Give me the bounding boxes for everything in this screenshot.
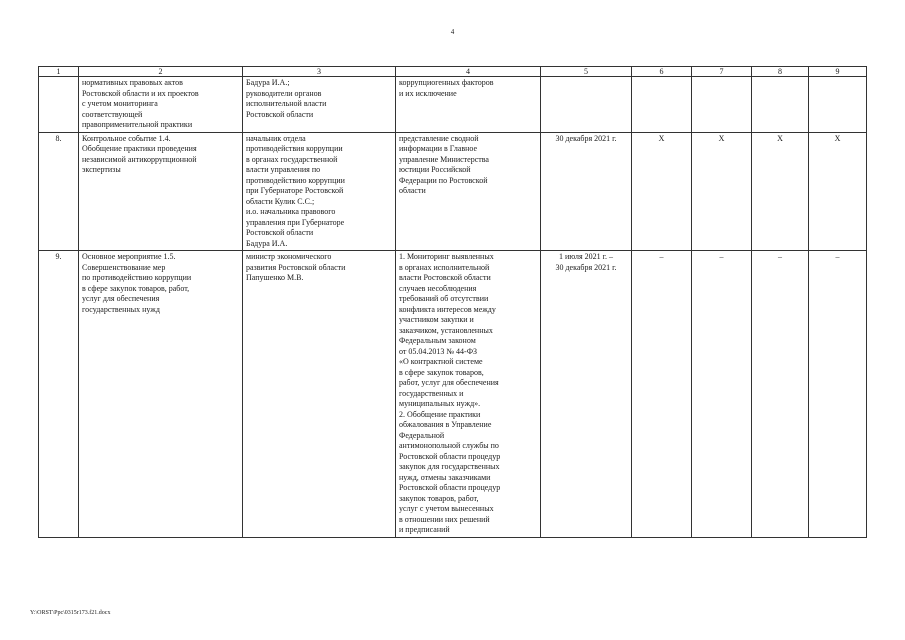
- header-cell: 9: [809, 67, 867, 77]
- table-row: [39, 77, 867, 133]
- cell-line: области Кулик С.С.;: [246, 196, 315, 206]
- cell-line: Ростовской области: [246, 109, 314, 119]
- row-number: 8.: [39, 132, 79, 251]
- cell-line: Ростовской области процедур: [399, 483, 501, 492]
- result-cell: [396, 132, 541, 251]
- cell-line: требований об отсутствии: [399, 294, 489, 303]
- row-number: [39, 77, 79, 133]
- cell-line: управление Министерства: [399, 154, 489, 164]
- mark-cell: [632, 77, 692, 133]
- cell-line: с учетом мониторинга: [82, 99, 158, 108]
- page-number: 4: [450, 28, 455, 36]
- cell-line: Бадура И.А.: [246, 238, 288, 248]
- cell-line: в органах государственной: [246, 154, 338, 164]
- cell-line: коррупциогенных факторов: [399, 78, 494, 87]
- cell-line: исполнительной власти: [246, 99, 327, 108]
- mark-cell: Х: [692, 132, 752, 251]
- cell-line: Ростовской области процедур: [399, 451, 501, 461]
- cell-line: в органах исполнительной: [399, 262, 490, 272]
- cell-line: конфликта интересов между: [399, 304, 496, 314]
- cell-line: развития Ростовской области: [246, 262, 346, 272]
- cell-line: «О контрактной системе: [399, 357, 483, 366]
- mark-cell: [692, 77, 752, 133]
- cell-line: и их исключение: [399, 88, 457, 98]
- cell-line: Контрольное событие 1.4.: [82, 133, 171, 143]
- cell-line: случаев несоблюдения: [399, 283, 477, 293]
- cell-line: начальник отдела: [246, 133, 306, 143]
- cell-line: в сфере закупок товаров, работ,: [82, 283, 190, 293]
- cell-line: управления при Губернаторе: [246, 217, 345, 227]
- deadline-cell: [541, 132, 632, 251]
- header-cell: 3: [243, 67, 396, 77]
- cell-line: Федерации по Ростовской: [399, 175, 488, 185]
- responsible-cell: [243, 77, 396, 133]
- header-cell: 8: [752, 67, 809, 77]
- cell-line: в отношении них решений: [399, 514, 490, 524]
- file-path-footer: Y:\ORST\Ppc\0315r173.f21.docx: [30, 610, 111, 616]
- cell-line: Папушенко М.В.: [246, 273, 304, 282]
- cell-line: Федеральным законом: [399, 336, 476, 345]
- mark-cell: –: [692, 251, 752, 538]
- cell-line: антимонопольной службы по: [399, 441, 499, 450]
- cell-line: представление сводной: [399, 133, 479, 143]
- cell-line: Федеральной: [399, 430, 445, 440]
- mark-cell: Х: [632, 132, 692, 251]
- cell-line: руководители органов: [246, 88, 322, 98]
- cell-line: противодействия коррупции: [246, 144, 343, 153]
- cell-line: и.о. начальника правового: [246, 207, 336, 216]
- header-cell: 7: [692, 67, 752, 77]
- cell-line: Ростовской области и их проектов: [82, 88, 199, 98]
- cell-line: от 05.04.2013 № 44-ФЗ: [399, 346, 478, 356]
- cell-line: муниципальных нужд».: [399, 399, 481, 408]
- result-cell: [396, 251, 541, 538]
- table-row: [39, 251, 867, 538]
- responsible-cell: [243, 251, 396, 538]
- cell-line: 30 декабря 2021 г.: [555, 133, 617, 143]
- cell-line: области: [399, 186, 426, 195]
- cell-line: независимой антикоррупционной: [82, 154, 197, 164]
- mark-cell: –: [632, 251, 692, 538]
- cell-line: противодействию коррупции: [246, 175, 345, 185]
- cell-line: Совершенствование мер: [82, 262, 166, 272]
- cell-line: Обобщение практики проведения: [82, 144, 197, 153]
- cell-line: Основное мероприятие 1.5.: [82, 252, 176, 261]
- deadline-cell: [541, 77, 632, 133]
- cell-line: власти Ростовской области: [399, 273, 491, 282]
- cell-line: 1. Мониторинг выявленных: [399, 252, 494, 261]
- cell-line: нужд, отмены заказчиками: [399, 472, 491, 482]
- cell-line: 1 июля 2021 г. –: [558, 252, 614, 261]
- cell-line: обжалования в Управление: [399, 420, 492, 429]
- plan-table: [38, 66, 867, 538]
- cell-line: правоприменительной практики: [82, 120, 193, 129]
- cell-line: заказчиком, установленных: [399, 325, 493, 335]
- mark-cell: –: [809, 251, 867, 538]
- cell-line: соответствующей: [82, 109, 143, 119]
- cell-line: 30 декабря 2021 г.: [555, 262, 617, 272]
- mark-cell: Х: [809, 132, 867, 251]
- deadline-cell: [541, 251, 632, 538]
- cell-line: государственных и: [399, 388, 464, 398]
- result-cell: [396, 77, 541, 133]
- cell-line: при Губернаторе Ростовской: [246, 186, 344, 195]
- cell-line: услуг с учетом вынесенных: [399, 504, 494, 513]
- cell-line: по противодействию коррупции: [82, 273, 192, 282]
- cell-line: и предписаний: [399, 525, 450, 534]
- event-name-cell: [79, 251, 243, 538]
- cell-line: информации в Главное: [399, 144, 478, 153]
- header-cell: 1: [39, 67, 79, 77]
- cell-line: закупок для государственных: [399, 462, 500, 471]
- cell-line: юстиции Российской: [399, 165, 471, 174]
- cell-line: закупок товаров, работ,: [399, 493, 479, 503]
- cell-line: 2. Обобщение практики: [399, 409, 481, 419]
- responsible-cell: [243, 132, 396, 251]
- cell-line: услуг для обеспечения: [82, 294, 160, 303]
- event-name-cell: [79, 132, 243, 251]
- event-name-cell: [79, 77, 243, 133]
- mark-cell: –: [752, 251, 809, 538]
- cell-line: Бадура И.А.;: [246, 78, 290, 87]
- cell-line: экспертизы: [82, 165, 121, 174]
- cell-line: работ, услуг для обеспечения: [399, 378, 499, 387]
- cell-line: участником закупки и: [399, 315, 474, 324]
- header-row: [39, 67, 867, 77]
- mark-cell: Х: [752, 132, 809, 251]
- cell-line: Ростовской области: [246, 228, 314, 237]
- cell-line: нормативных правовых актов: [82, 78, 183, 87]
- header-cell: 2: [79, 67, 243, 77]
- mark-cell: [809, 77, 867, 133]
- mark-cell: [752, 77, 809, 133]
- cell-line: министр экономического: [246, 252, 332, 261]
- cell-line: власти управления по: [246, 165, 321, 174]
- header-cell: 4: [396, 67, 541, 77]
- row-number: 9.: [39, 251, 79, 538]
- table-row: [39, 132, 867, 251]
- cell-line: государственных нужд: [82, 304, 160, 314]
- header-cell: 6: [632, 67, 692, 77]
- cell-line: в сфере закупок товаров,: [399, 367, 484, 377]
- header-cell: 5: [541, 67, 632, 77]
